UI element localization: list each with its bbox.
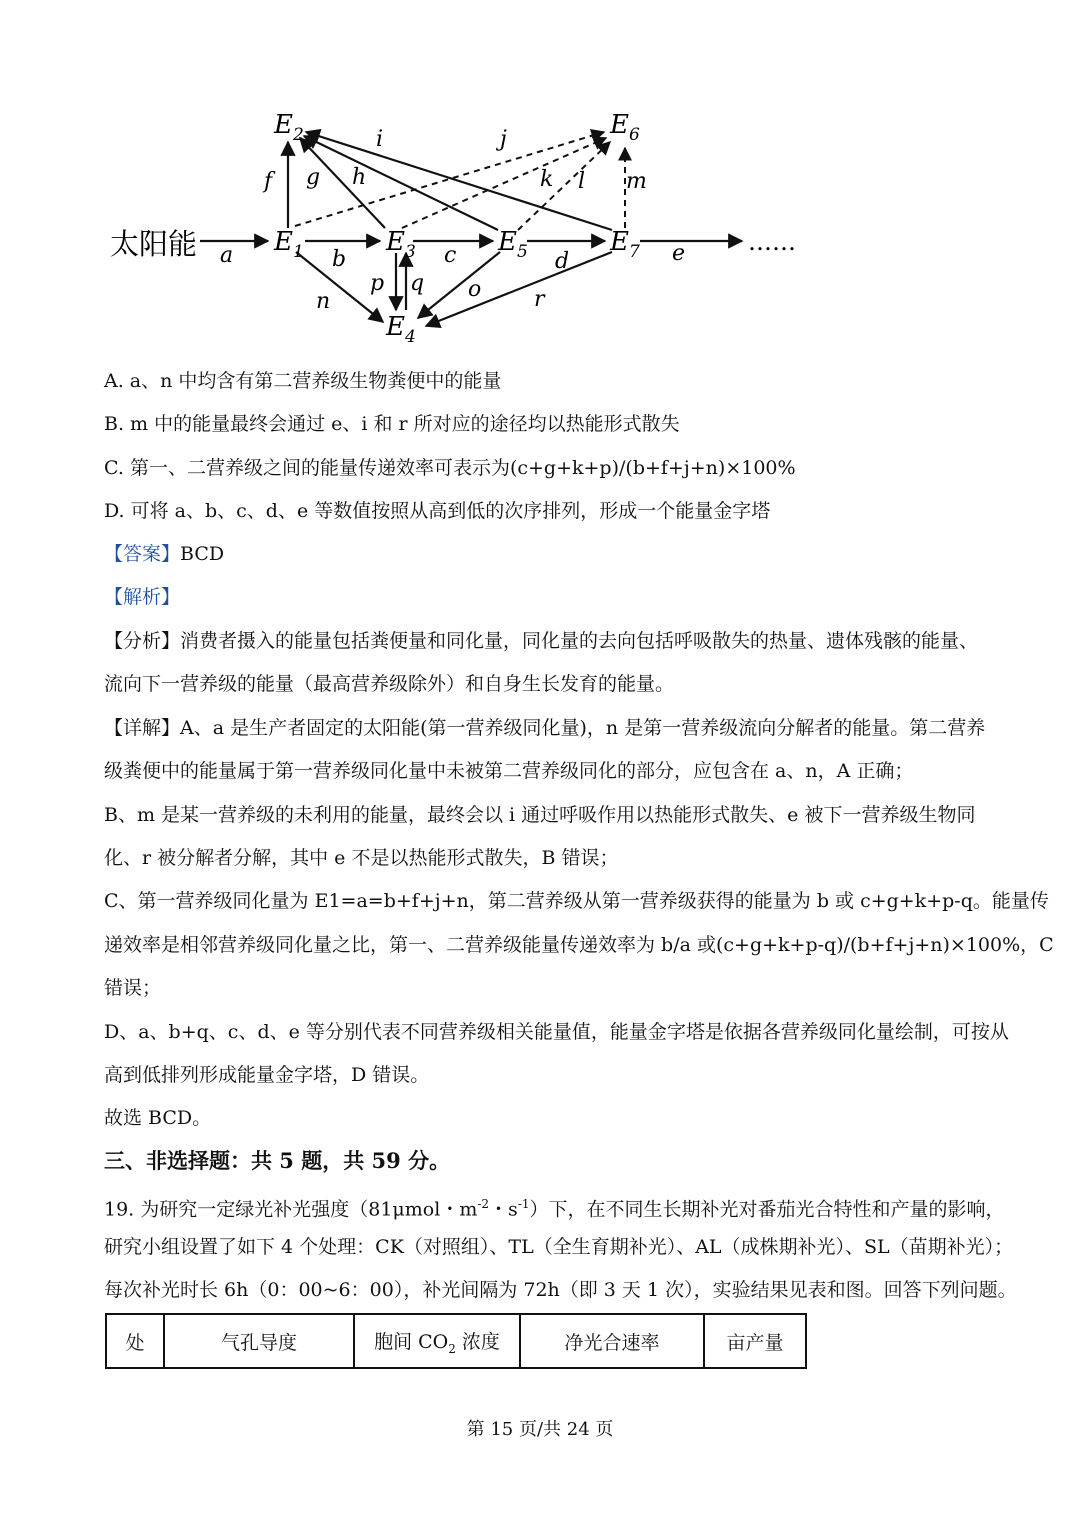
analysis-label: 【解析】 <box>104 586 181 608</box>
option-c: C. 第一、二营养级之间的能量传递效率可表示为(c+g+k+p)/(b+f+j+n)×100% <box>104 457 796 479</box>
q19-line-1: 19. 为研究一定绿光补光强度（81μmol・$m^{-2}$・$s^{-1}$）下，在不同生长期补光对番茄光合特性和产量的影响， <box>104 1197 1005 1221</box>
label-a: a <box>220 243 234 268</box>
detail-line-9: 高到低排列形成能量金字塔，D 错误。 <box>104 1064 430 1086</box>
page-footer: 第 15 页/共 24 页 <box>466 1419 614 1440</box>
label-q: q <box>410 271 425 296</box>
node-e4: $E_4$ <box>386 312 416 347</box>
label-b: b <box>332 247 347 272</box>
fenxi-line-1: 【分析】消费者摄入的能量包括粪便量和同化量，同化量的去向包括呼吸散失的热量、遗体残骸的能量、 <box>104 630 979 652</box>
table-header-treatment: 处 <box>106 1314 164 1368</box>
node-e3: $E_3$ <box>386 227 416 262</box>
detail-line-1: 【详解】A、a 是生产者固定的太阳能(第一营养级同化量)，n 是第一营养级流向分解者的能量。第二营养 <box>104 717 986 739</box>
node-e7: $E_7$ <box>610 227 640 262</box>
option-b: B. m 中的能量最终会通过 e、i 和 r 所对应的途径均以热能形式散失 <box>104 413 680 435</box>
label-c: c <box>444 243 457 268</box>
table-header-net-photosynthesis: 净光合速率 <box>520 1314 704 1368</box>
detail-line-7: 错误； <box>104 977 162 999</box>
table-header-stomatal-conductance: 气孔导度 <box>164 1314 354 1368</box>
label-r: r <box>534 287 545 312</box>
energy-flow-diagram <box>100 100 820 360</box>
arrow-o <box>418 252 500 318</box>
table-header-intercellular-co2: 胞间 $CO_2$ 浓度 <box>354 1314 520 1368</box>
section-3-heading: 三、非选择题：共 5 题，共 59 分。 <box>104 1148 451 1173</box>
detail-line-4: 化、r 被分解者分解，其中 e 不是以热能形式散失，B 错误； <box>104 847 619 869</box>
table-header-yield: 亩产量 <box>704 1314 806 1368</box>
detail-line-2: 级粪便中的能量属于第一营养级同化量中未被第二营养级同化的部分，应包含在 a、n，A 正确； <box>104 760 914 782</box>
label-e: e <box>672 241 686 266</box>
q19-line-3: 每次补光时长 6h（0：00~6：00），补光间隔为 72h（即 3 天 1 次），实验结果见表和图。回答下列问题。 <box>104 1279 1017 1301</box>
label-d: d <box>555 249 570 274</box>
detail-line-5: C、第一营养级同化量为 E1=a=b+f+j+n，第二营养级从第一营养级获得的能量为 b 或 c+g+k+p-q。能量传 <box>104 890 1049 912</box>
node-e1: $E_1$ <box>274 227 304 262</box>
table-header-row <box>106 1314 806 1368</box>
detail-label: 【详解】 <box>104 717 181 739</box>
detail-line-8: D、a、b+q、c、d、e 等分别代表不同营养级相关能量值，能量金字塔是依据各营养级同化量绘制，可按从 <box>104 1021 1009 1043</box>
label-k: k <box>540 167 554 192</box>
option-a: A. a、n 中均含有第二营养级生物粪便中的能量 <box>104 370 502 392</box>
label-h: h <box>352 165 367 190</box>
arrow-l <box>518 142 610 230</box>
label-p: p <box>370 271 385 296</box>
node-e6: $E_6$ <box>610 110 640 145</box>
sun-energy-label: 太阳能 <box>110 227 198 261</box>
answer-label: 【答案】 <box>104 543 181 565</box>
q19-line-2: 研究小组设置了如下 4 个处理：CK（对照组）、TL（全生育期补光）、AL（成株期补光）、SL（苗期补光）； <box>104 1236 1014 1258</box>
label-m: m <box>626 169 647 194</box>
continuation-ellipsis: …… <box>748 228 796 256</box>
node-e2: $E_2$ <box>274 110 304 145</box>
label-f: f <box>264 169 273 194</box>
detail-line-3: B、m 是某一营养级的未利用的能量，最终会以 i 通过呼吸作用以热能形式散失、e 被下一营养级生物同 <box>104 804 976 826</box>
option-d: D. 可将 a、b、c、d、e 等数值按照从高到低的次序排列，形成一个能量金字塔 <box>104 500 771 522</box>
label-o: o <box>468 277 482 302</box>
q19-table <box>105 1313 807 1369</box>
detail-line-6: 递效率是相邻营养级同化量之比，第一、二营养级能量传递效率为 b/a 或(c+g+k+p-q)/(b+f+j+n)×100%，C <box>104 934 1054 956</box>
fenxi-line-2: 流向下一营养级的能量（最高营养级除外）和自身生长发育的能量。 <box>104 673 675 695</box>
label-n: n <box>316 289 331 314</box>
label-l: l <box>578 169 586 194</box>
label-i: i <box>376 127 384 152</box>
arrow-h <box>304 136 498 230</box>
answer-value: BCD <box>180 543 225 565</box>
label-g: g <box>306 165 321 190</box>
detail-line-10: 故选 BCD。 <box>104 1107 212 1129</box>
label-j: j <box>500 127 507 152</box>
answer-line <box>104 542 224 566</box>
node-e5: $E_5$ <box>498 227 528 262</box>
fenxi-label: 【分析】 <box>104 630 181 652</box>
